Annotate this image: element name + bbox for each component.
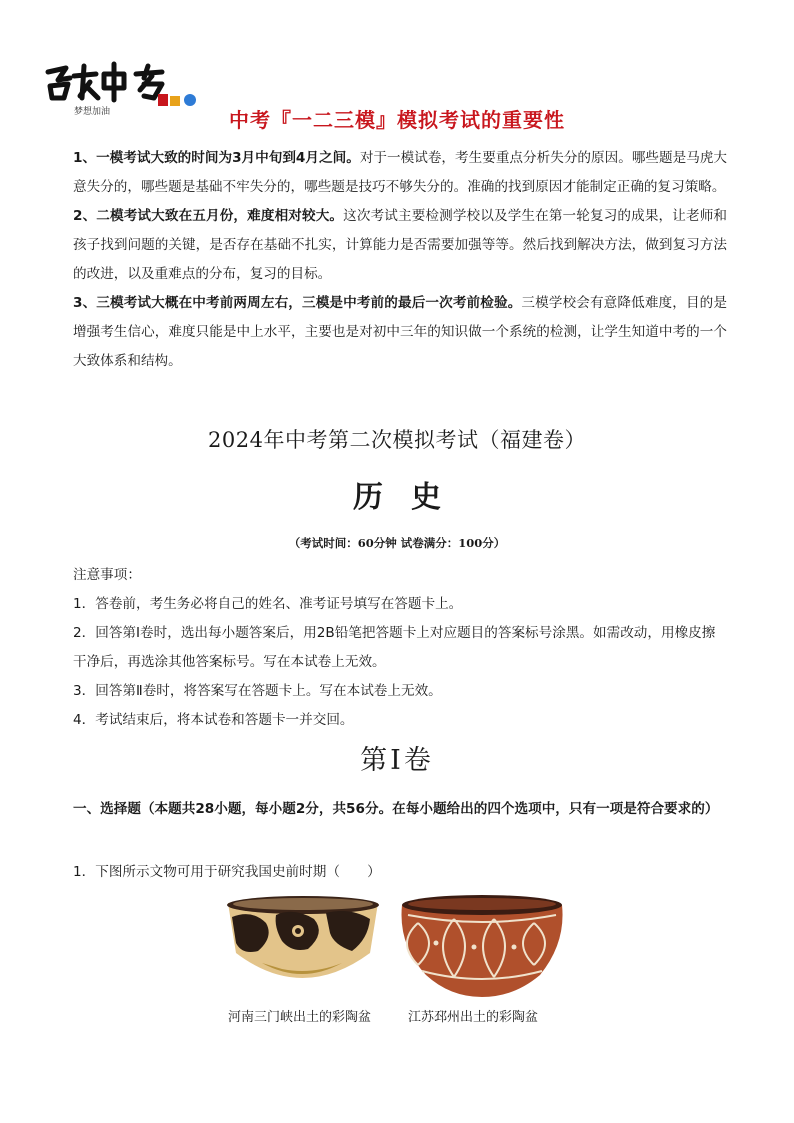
pizhou-bowl	[402, 895, 563, 997]
figure-caption-right: 江苏邳州出土的彩陶盆	[408, 1010, 539, 1025]
intro-item-body: 三模学校会有意降低难度，目的是增强考生信心，难度只能是中上水平，主要也是对初中三年的知识做一个系统的检测，让学生知道中考的一个大致体系和结构。	[73, 295, 727, 369]
note-item: 4．考试结束后，将本试卷和答题卡一并交回。	[73, 712, 354, 728]
intro-item	[73, 144, 727, 202]
figure-caption-left: 河南三门峡出土的彩陶盆	[228, 1010, 372, 1025]
pottery-illustration	[222, 893, 572, 1008]
sanmenxia-bowl	[227, 896, 379, 978]
intro-item-body: 对于一模试卷，考生要重点分析失分的原因。哪些题是马虎大意失分的，哪些题是基础不牢失分的，哪些题是技巧不够失分的。准确的找到原因才能制定正确的复习策略。	[73, 150, 728, 195]
question-1: 1．下图所示文物可用于研究我国史前时期（ ）	[73, 864, 381, 880]
intro-item-lead: 1、一模考试大致的时间为3月中旬到4月之间。	[73, 150, 360, 166]
intro-item-lead: 3、三模考试大概在中考前两周左右，三模是中考前的最后一次考前检验。	[73, 295, 522, 311]
note-item: 1．答卷前，考生务必将自己的姓名、准考证号填写在答题卡上。	[73, 596, 463, 612]
intro-item	[73, 202, 727, 289]
notes	[73, 561, 727, 735]
volume-title: 第Ⅰ卷	[360, 745, 434, 776]
intro-item-body: 这次考试主要检测学校以及学生在第一轮复习的成果，让老师和孩子找到问题的关键，是否存在基础不扎实，计算能力是否需要加强等等。然后找到解决方法，做到复习方法的改进，以及重难点的分布，复习的目标。	[73, 208, 727, 282]
section-heading	[73, 794, 727, 824]
exam-info: （考试时间：60分钟 试卷满分：100分）	[288, 536, 506, 550]
intro-paragraphs	[73, 144, 727, 376]
intro-item-lead: 2、二模考试大致在五月份，难度相对较大。	[73, 208, 344, 224]
intro-item	[73, 289, 727, 376]
note-item: 2．回答第Ⅰ卷时，选出每小题答案后，用2B铅笔把答题卡上对应题目的答案标号涂黑。如需改动，用橡皮擦干净后，再选涂其他答案标号。写在本试卷上无效。	[73, 625, 716, 670]
exam-title: 2024年中考第二次模拟考试（福建卷）	[208, 428, 586, 452]
note-item: 3．回答第Ⅱ卷时，将答案写在答题卡上。写在本试卷上无效。	[73, 683, 442, 699]
section-text: 一、选择题（本题共28小题，每小题2分，共56分。在每小题给出的四个选项中，只有一项是符合要求的）	[73, 801, 719, 817]
logo-tagline: 梦想加油	[74, 107, 111, 117]
subject-title: 历史	[353, 480, 469, 515]
notes-heading: 注意事项：	[73, 567, 141, 583]
headline: 中考『一二三模』模拟考试的重要性	[229, 108, 565, 132]
